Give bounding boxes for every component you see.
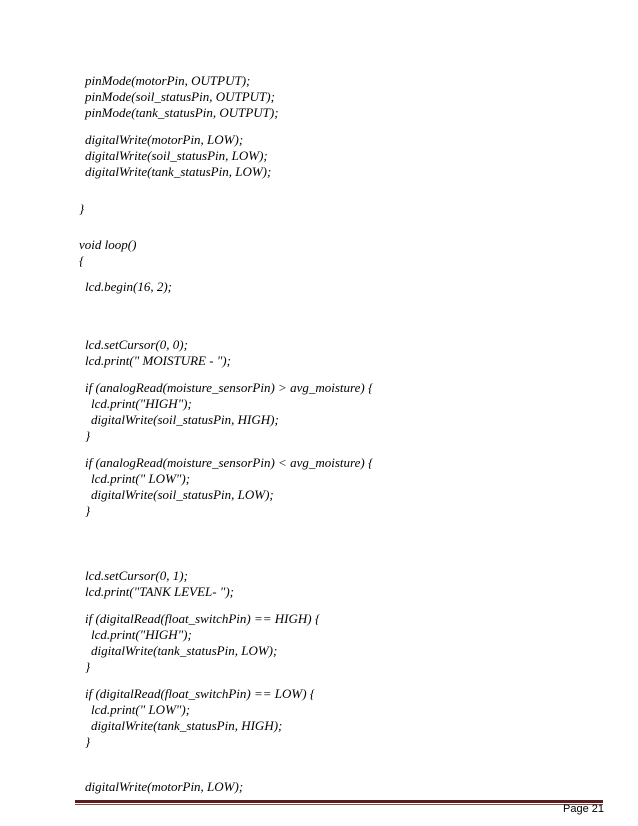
code-line: digitalWrite(soil_statusPin, LOW);	[91, 487, 274, 502]
code-line: lcd.print("TANK LEVEL- ");	[85, 584, 234, 599]
code-line: lcd.print(" MOISTURE - ");	[85, 353, 231, 368]
code-line: lcd.print(" LOW");	[91, 471, 191, 486]
code-line: void loop()	[79, 237, 137, 252]
code-line: pinMode(tank_statusPin, OUTPUT);	[85, 105, 279, 120]
code-line: {	[79, 253, 85, 268]
code-line: }	[85, 503, 91, 518]
code-line: lcd.print("HIGH");	[91, 627, 192, 642]
code-line: pinMode(motorPin, OUTPUT);	[85, 73, 251, 88]
page-number: Page 21	[563, 803, 604, 815]
code-line: digitalWrite(soil_statusPin, LOW);	[85, 148, 268, 163]
code-line: lcd.print(" LOW");	[91, 702, 191, 717]
code-line: digitalWrite(tank_statusPin, HIGH);	[91, 718, 283, 733]
code-line: digitalWrite(motorPin, LOW);	[85, 779, 244, 794]
code-line: pinMode(soil_statusPin, OUTPUT);	[85, 89, 275, 104]
footer-divider	[75, 800, 603, 803]
code-line: digitalWrite(tank_statusPin, LOW);	[91, 643, 278, 658]
footer-divider-thin	[75, 804, 603, 805]
code-line: lcd.print("HIGH");	[91, 396, 192, 411]
code-line: digitalWrite(tank_statusPin, LOW);	[85, 164, 272, 179]
code-line: if (digitalRead(float_switchPin) == HIGH) {	[85, 611, 321, 626]
code-line: lcd.setCursor(0, 1);	[85, 568, 188, 583]
code-line: lcd.setCursor(0, 0);	[85, 337, 188, 352]
code-line: if (digitalRead(float_switchPin) == LOW) {	[85, 686, 316, 701]
code-line: }	[85, 659, 91, 674]
code-line: lcd.begin(16, 2);	[85, 279, 173, 294]
code-line: if (analogRead(moisture_sensorPin) < avg_moisture) {	[85, 455, 374, 470]
code-line: }	[79, 201, 85, 216]
code-line: }	[85, 428, 91, 443]
code-line: if (analogRead(moisture_sensorPin) > avg_moisture) {	[85, 380, 374, 395]
code-line: }	[85, 734, 91, 749]
code-line: digitalWrite(soil_statusPin, HIGH);	[91, 412, 279, 427]
code-line: digitalWrite(motorPin, LOW);	[85, 132, 244, 147]
